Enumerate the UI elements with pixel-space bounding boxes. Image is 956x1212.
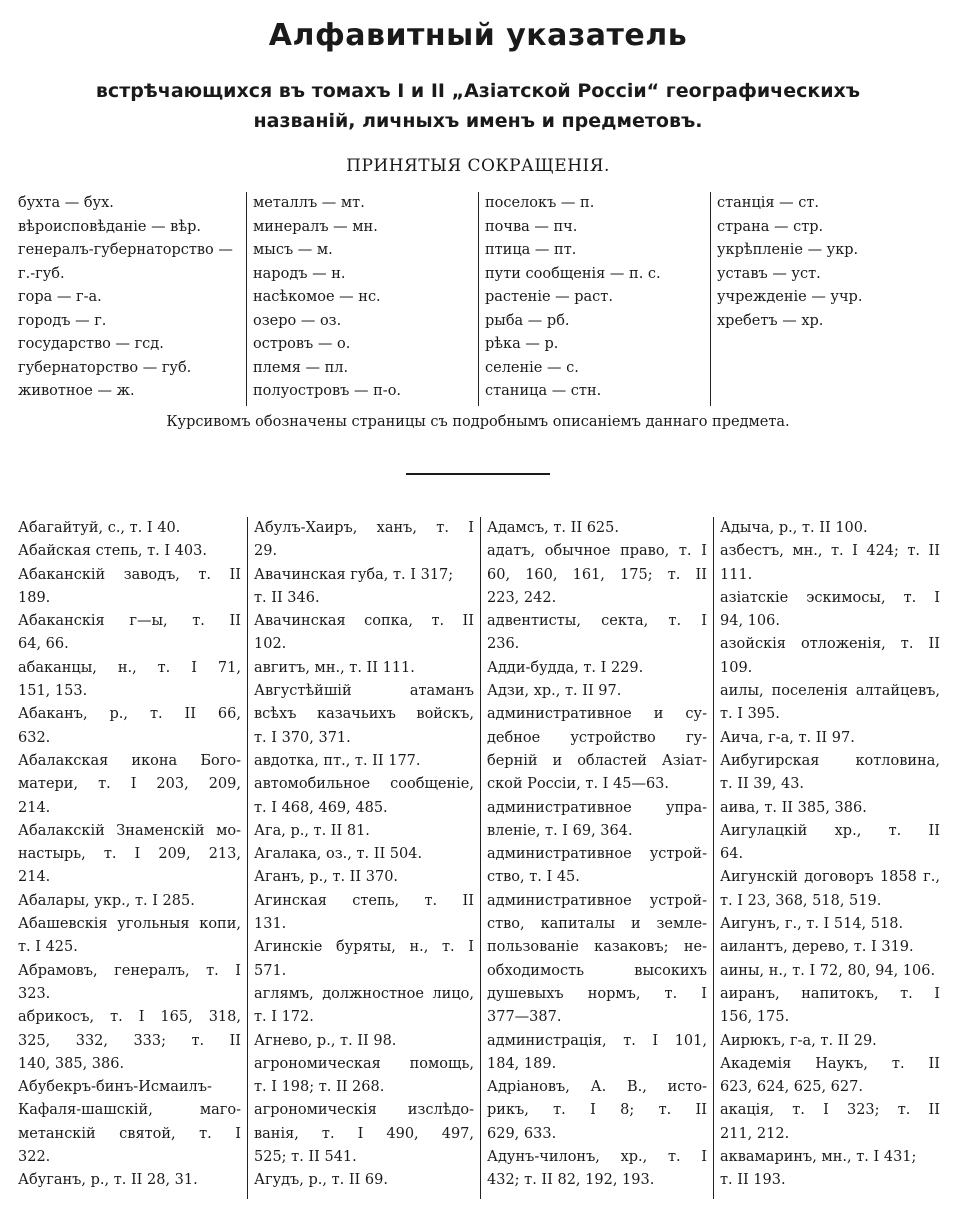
index-entry-line: 156, 175. [720,1009,790,1026]
abbreviation-line: г.-губ. [18,265,65,282]
abbreviation-line: хребетъ — хр. [717,312,824,329]
index-entry-line: Агнево, р., т. II 98. [254,1032,397,1049]
index-column-1 [14,517,247,1199]
index-entry-line: Абаканъ, р., т. II 66, [18,706,241,723]
index-entry-line: административное упра- [487,799,707,816]
index-column-3 [480,517,713,1199]
index-entry-line: Адыча, р., т. II 100. [720,520,868,536]
index-entry-line: т. II 39, 43. [720,776,805,793]
index-entry-line: т. II 193. [720,1172,786,1189]
abbreviations-column-1 [14,192,246,406]
index-entry-line: Абубекръ-бинъ-Исмаилъ- [18,1079,212,1096]
index-entry-line: Агудъ, р., т. II 69. [254,1172,388,1189]
index-entry-line: душевыхъ нормъ, т. I [487,985,707,1002]
index-entry-line: т. I 198; т. II 268. [254,1079,385,1096]
index-entry-line: дебное устройство гу- [487,729,707,746]
index-entry-line: т. I 370, 371. [254,729,351,746]
index-entry-line: 184, 189. [487,1055,557,1072]
index-entry-line: Академія Наукъ, т. II [720,1055,940,1072]
index-entry-line: Абашевскія угольныя копи, [18,916,241,933]
page-title: Алфавитный указатель [268,18,688,53]
index-entry-line: Аирюкъ, г-а, т. II 29. [720,1032,877,1049]
index-entry-line: аилантъ, дерево, т. I 319. [720,939,914,956]
abbreviation-line: уставъ — уст. [717,265,821,282]
abbreviation-line: рѣка — р. [485,336,559,352]
abbreviation-line: гора — г-а. [18,289,102,305]
index-entry-line: обходимость высокихъ [487,962,707,979]
index-entry-line: Абалакскій Знаменскій мо- [18,822,241,839]
index-entry-line: Аича, г-а, т. II 97. [720,729,855,746]
abbreviations-column-3 [478,192,710,406]
abbreviation-line: животное — ж. [18,383,135,399]
index-entry-line: т. II 346. [254,589,320,606]
index-entry-line: Абайская степь, т. I 403. [18,543,207,560]
index-entry-line: 323. [18,985,51,1002]
index-entry-line: авдотка, пт., т. II 177. [254,752,421,769]
page-subtitle [0,76,956,136]
index-entry-line: 629, 633. [487,1125,557,1142]
abbreviation-line: пути сообщенія — п. с. [485,265,661,282]
abbreviation-line: городъ — г. [18,312,107,329]
index-entry-line: Аибугирская котловина, [720,752,940,769]
index-entry-line: рикъ, т. I 8; т. II [487,1102,707,1119]
index-entry-line: 632. [18,729,51,746]
abbreviations-column-4 [710,192,942,406]
abbreviation-line: полуостровъ — п-о. [253,383,402,399]
index-entry-line: авгитъ, мн., т. II 111. [254,659,415,676]
subtitle-line-1: встрѣчающихся въ томахъ I и II „Азіатской Россіи“ географическихъ [95,80,861,102]
index-entry-line: адатъ, обычное право, т. I [487,543,707,560]
index-entry-line: 94, 106. [720,613,780,630]
index-entry-line: Абаканскій заводъ, т. II [18,566,241,583]
abbreviation-line: страна — стр. [717,218,824,235]
index-entry-line: ванія, т. I 490, 497, [254,1125,474,1142]
index-entry-line: Абалакская икона Бого- [18,752,241,769]
index-entry-line: ство, т. I 45. [487,869,580,886]
index-entry-line: 211, 212. [720,1125,790,1142]
index-entry-line: Абрамовъ, генералъ, т. I [18,962,241,979]
index-entry-line: автомобильное сообщеніе, [254,776,474,793]
index-entry-line: Абуганъ, р., т. II 28, 31. [18,1172,198,1189]
subtitle-line-2: названій, личныхъ именъ и предметовъ. [253,110,703,132]
index-entry-line: 571. [254,962,287,979]
index-entry-line: Абаканскія г—ы, т. II [18,613,241,630]
index-entry-line: 325, 332, 333; т. II [18,1032,241,1049]
index-entry-line: агрономическая помощь, [254,1055,474,1072]
index-entry-line: 60, 160, 161, 175; т. II [487,566,707,583]
index-entry-line: Аигулацкій хр., т. II [720,822,940,839]
index-entry-line: Абулъ-Хаиръ, ханъ, т. I [254,520,474,536]
index-entry-line: администрація, т. I 101, [487,1032,707,1049]
abbreviation-line: рыба — рб. [485,312,570,329]
abbreviation-line: насѣкомое — нс. [253,289,381,305]
index-entry-line: т. I 23, 368, 518, 519. [720,892,882,909]
abbreviations-column-2 [246,192,478,406]
index-columns [14,517,946,1199]
abbreviation-line: генералъ-губернаторство — [18,242,233,258]
index-entry-line: административное устрой- [487,892,707,909]
index-entry-line: аглямъ, должностное лицо, [254,985,474,1002]
index-entry-line: метанскій святой, т. I [18,1125,241,1142]
index-entry-line: Адріановъ, А. В., исто- [487,1079,707,1096]
index-entry-line: 29. [254,543,278,560]
index-entry-line: 131. [254,916,287,933]
index-entry-line: матери, т. I 203, 209, [18,776,241,793]
index-entry-line: азіатскіе эскимосы, т. I [720,589,940,606]
index-entry-line: пользованіе казаковъ; не- [487,939,707,956]
index-entry-line: берній и областей Азіат- [487,752,707,769]
index-entry-line: 151, 153. [18,683,88,700]
index-entry-line: 111. [720,566,753,583]
index-entry-line: 102. [254,636,287,653]
index-entry-line: 214. [18,869,51,886]
abbreviations-heading: ПРИНЯТЫЯ СОКРАЩЕНІЯ. [346,156,610,176]
abbreviation-line: почва — пч. [485,218,578,235]
index-entry-line: т. I 172. [254,1009,314,1026]
index-entry-line: аквамаринъ, мн., т. I 431; [720,1149,917,1166]
index-entry-line: аины, н., т. I 72, 80, 94, 106. [720,962,936,979]
abbreviation-line: губернаторство — губ. [18,359,192,376]
abbreviation-line: вѣроисповѣданіе — вѣр. [18,218,201,235]
index-entry-line: Агинская степь, т. II [254,892,474,909]
abbreviation-line: укрѣпленіе — укр. [717,242,859,258]
index-entry-line: аилы, поселенія алтайцевъ, [720,683,940,700]
index-entry-line: 109. [720,659,753,676]
index-entry-line: Адзи, хр., т. II 97. [487,683,622,700]
abbreviation-line: учрежденіе — учр. [717,289,863,305]
abbreviation-line: народъ — н. [253,265,346,282]
abbreviation-line: мысъ — м. [253,242,333,258]
index-entry-line: 64. [720,846,744,863]
index-entry-line: азбестъ, мн., т. I 424; т. II [720,543,940,560]
index-entry-line: ство, капиталы и земле- [487,916,707,933]
index-entry-line: Августѣйшій атаманъ [254,683,474,700]
index-entry-line: Аигунъ, г., т. I 514, 518. [720,916,904,933]
index-column-2 [247,517,480,1199]
abbreviation-line: поселокъ — п. [485,195,595,211]
index-entry-line: 214. [18,799,51,816]
index-entry-line: агрономическія изслѣдо- [254,1102,474,1119]
index-entry-line: т. I 425. [18,939,78,956]
abbreviation-line: станица — стн. [485,383,602,399]
index-entry-line: Кафаля-шашскій, маго- [18,1102,241,1119]
index-entry-line: Авачинская сопка, т. II [254,613,474,630]
italics-note: Курсивомъ обозначены страницы съ подробнымъ описаніемъ даннаго предмета. [166,414,790,430]
index-entry-line: Адунъ-чилонъ, хр., т. I [487,1149,707,1166]
index-entry-line: абаканцы, н., т. I 71, [18,659,241,676]
index-entry-line: Адамсъ, т. II 625. [487,520,619,536]
index-entry-line: аива, т. II 385, 386. [720,799,867,816]
abbreviation-line: птица — пт. [485,242,577,258]
index-entry-line: Агинскіе буряты, н., т. I [254,939,474,956]
index-entry-line: 623, 624, 625, 627. [720,1079,863,1096]
index-entry-line: ской Россіи, т. I 45—63. [487,776,670,793]
index-entry-line: всѣхъ казачьихъ войскъ, [254,706,474,723]
index-entry-line: административное и су- [487,706,707,723]
abbreviation-line: селеніе — с. [485,359,579,376]
index-entry-line: Абагайтуй, с., т. I 40. [18,520,181,536]
index-entry-line: Авачинская губа, т. I 317; [254,566,454,583]
index-entry-line: 236. [487,636,520,653]
index-entry-line: азойскія отложенія, т. II [720,636,940,653]
index-entry-line: аиранъ, напитокъ, т. I [720,985,940,1002]
index-entry-line: т. I 468, 469, 485. [254,799,388,816]
abbreviation-line: растеніе — раст. [485,289,613,305]
index-entry-line: 140, 385, 386. [18,1055,125,1072]
section-divider [406,473,550,475]
index-entry-line: 432; т. II 82, 192, 193. [487,1172,655,1189]
index-entry-line: Аигунскій договоръ 1858 г., [720,869,940,886]
abbreviation-line: металлъ — мт. [253,195,365,211]
index-column-4 [713,517,946,1199]
index-entry-line: т. I 395. [720,706,780,723]
index-entry-line: административное устрой- [487,846,707,863]
index-entry-line: акація, т. I 323; т. II [720,1102,940,1119]
index-entry-line: Аганъ, р., т. II 370. [254,869,399,886]
index-entry-line: абрикосъ, т. I 165, 318, [18,1009,241,1026]
abbreviation-line: станція — ст. [717,195,820,211]
index-entry-line: Адди-будда, т. I 229. [487,659,644,676]
abbreviations-table [14,192,942,406]
index-entry-line: Ага, р., т. II 81. [254,822,370,839]
abbreviation-line: бухта — бух. [18,195,114,211]
abbreviation-line: островъ — о. [253,336,351,352]
index-entry-line: вленіе, т. I 69, 364. [487,822,633,839]
index-entry-line: Агалака, оз., т. II 504. [254,846,423,863]
index-entry-line: 64, 66. [18,636,69,653]
abbreviation-line: государство — гсд. [18,336,164,352]
index-entry-line: 322. [18,1149,51,1166]
index-entry-line: 223, 242. [487,589,557,606]
index-entry-line: Абалары, укр., т. I 285. [18,892,195,909]
index-entry-line: настырь, т. I 209, 213, [18,846,241,863]
index-entry-line: 189. [18,589,51,606]
index-entry-line: 525; т. II 541. [254,1149,357,1166]
abbreviation-line: минералъ — мн. [253,218,378,235]
abbreviation-line: озеро — оз. [253,312,342,329]
index-entry-line: адвентисты, секта, т. I [487,613,707,630]
abbreviation-line: племя — пл. [253,359,349,376]
index-entry-line: 377—387. [487,1009,562,1026]
